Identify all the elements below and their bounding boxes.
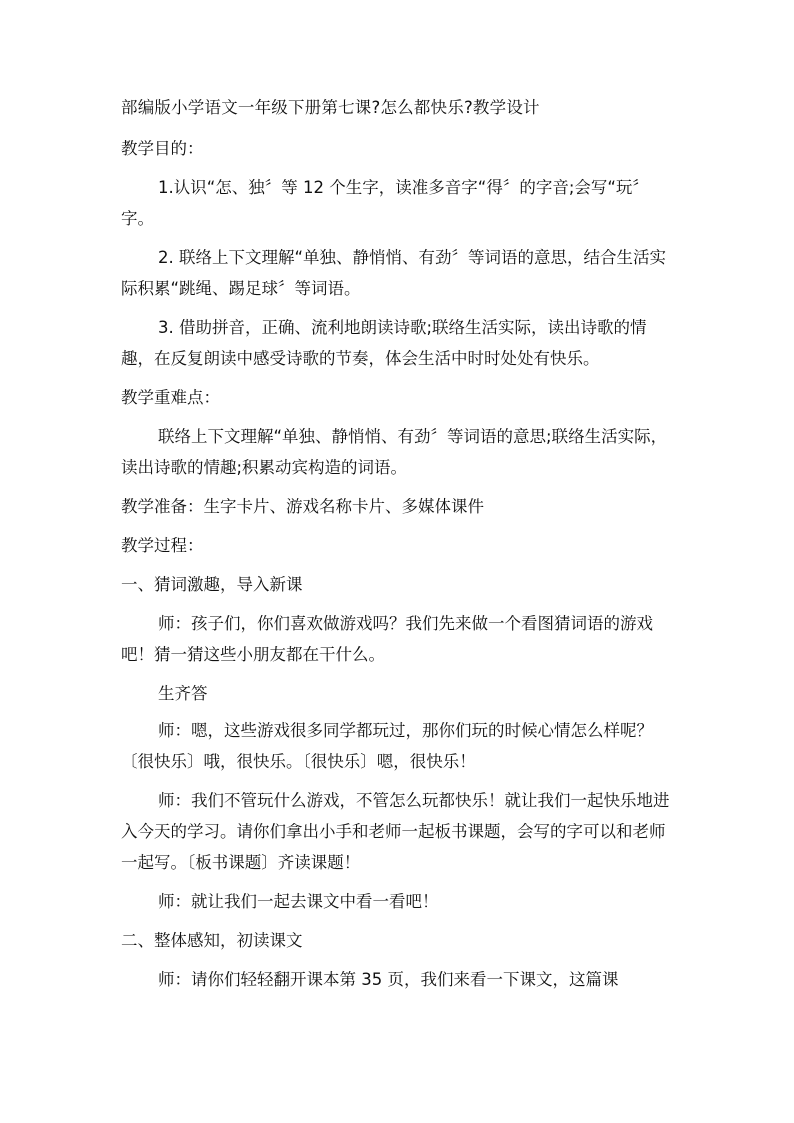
section-2-heading: 二、整体感知，初读课文 — [121, 931, 303, 950]
teacher-line-3: 师：我们不管玩什么游戏，不管怎么玩都快乐！就让我们一起快乐地进入今天的学习。请你们拿出小手和老师一起板书课题，会写的字可以和老师一起写。〔板书课题〕齐读课题！ — [121, 791, 670, 872]
objective-item-3: 3. 借助拼音，正确、流利地朗读诗歌;联络生活实际，读出诗歌的情趣，在反复朗读中感受诗歌的节奏，体会生活中时时处处有快乐。 — [121, 318, 647, 368]
teacher-line-1: 师：孩子们，你们喜欢做游戏吗？我们先来做一个看图猜词语的游戏吧！猜一猜这些小朋友都在干什么。 — [121, 614, 653, 664]
difficulty-heading: 教学重难点： — [121, 388, 220, 407]
difficulty-paragraph: 联络上下文理解“单独、静悄悄、有劲〞等词语的意思;联络生活实际，读出诗歌的情趣;积累动宾构造的词语。 — [121, 427, 668, 477]
section-1-heading: 一、猜词激趣，导入新课 — [121, 575, 303, 594]
objectives-heading: 教学目的： — [121, 139, 204, 158]
objective-item-2: 2. 联络上下文理解“单独、静悄悄、有劲〞等词语的意思，结合生活实际积累“跳绳、踢足球〞等词语。 — [121, 248, 667, 298]
teacher-line-4: 师：就让我们一起去课文中看一看吧！ — [158, 892, 439, 911]
document-title: 部编版小学语文一年级下册第七课?怎么都快乐?教学设计 — [121, 98, 540, 117]
process-heading: 教学过程： — [121, 536, 204, 555]
teacher-line-2: 师：嗯，这些游戏很多同学都玩过，那你们玩的时候心情怎么样呢？〔很快乐〕哦，很快乐。〔很快乐〕嗯，很快乐！ — [121, 721, 653, 771]
objective-item-1: 1.认识“怎、独〞等 12 个生字，读准多音字“得〞的字音;会写“玩〞字。 — [121, 178, 649, 228]
students-answer-line: 生齐答 — [158, 684, 208, 703]
document-body — [121, 92, 677, 1003]
preparation-line: 教学准备：生字卡片、游戏名称卡片、多媒体课件 — [121, 497, 484, 516]
teacher-line-5: 师：请你们轻轻翻开课本第 35 页，我们来看一下课文，这篇课 — [158, 970, 619, 989]
